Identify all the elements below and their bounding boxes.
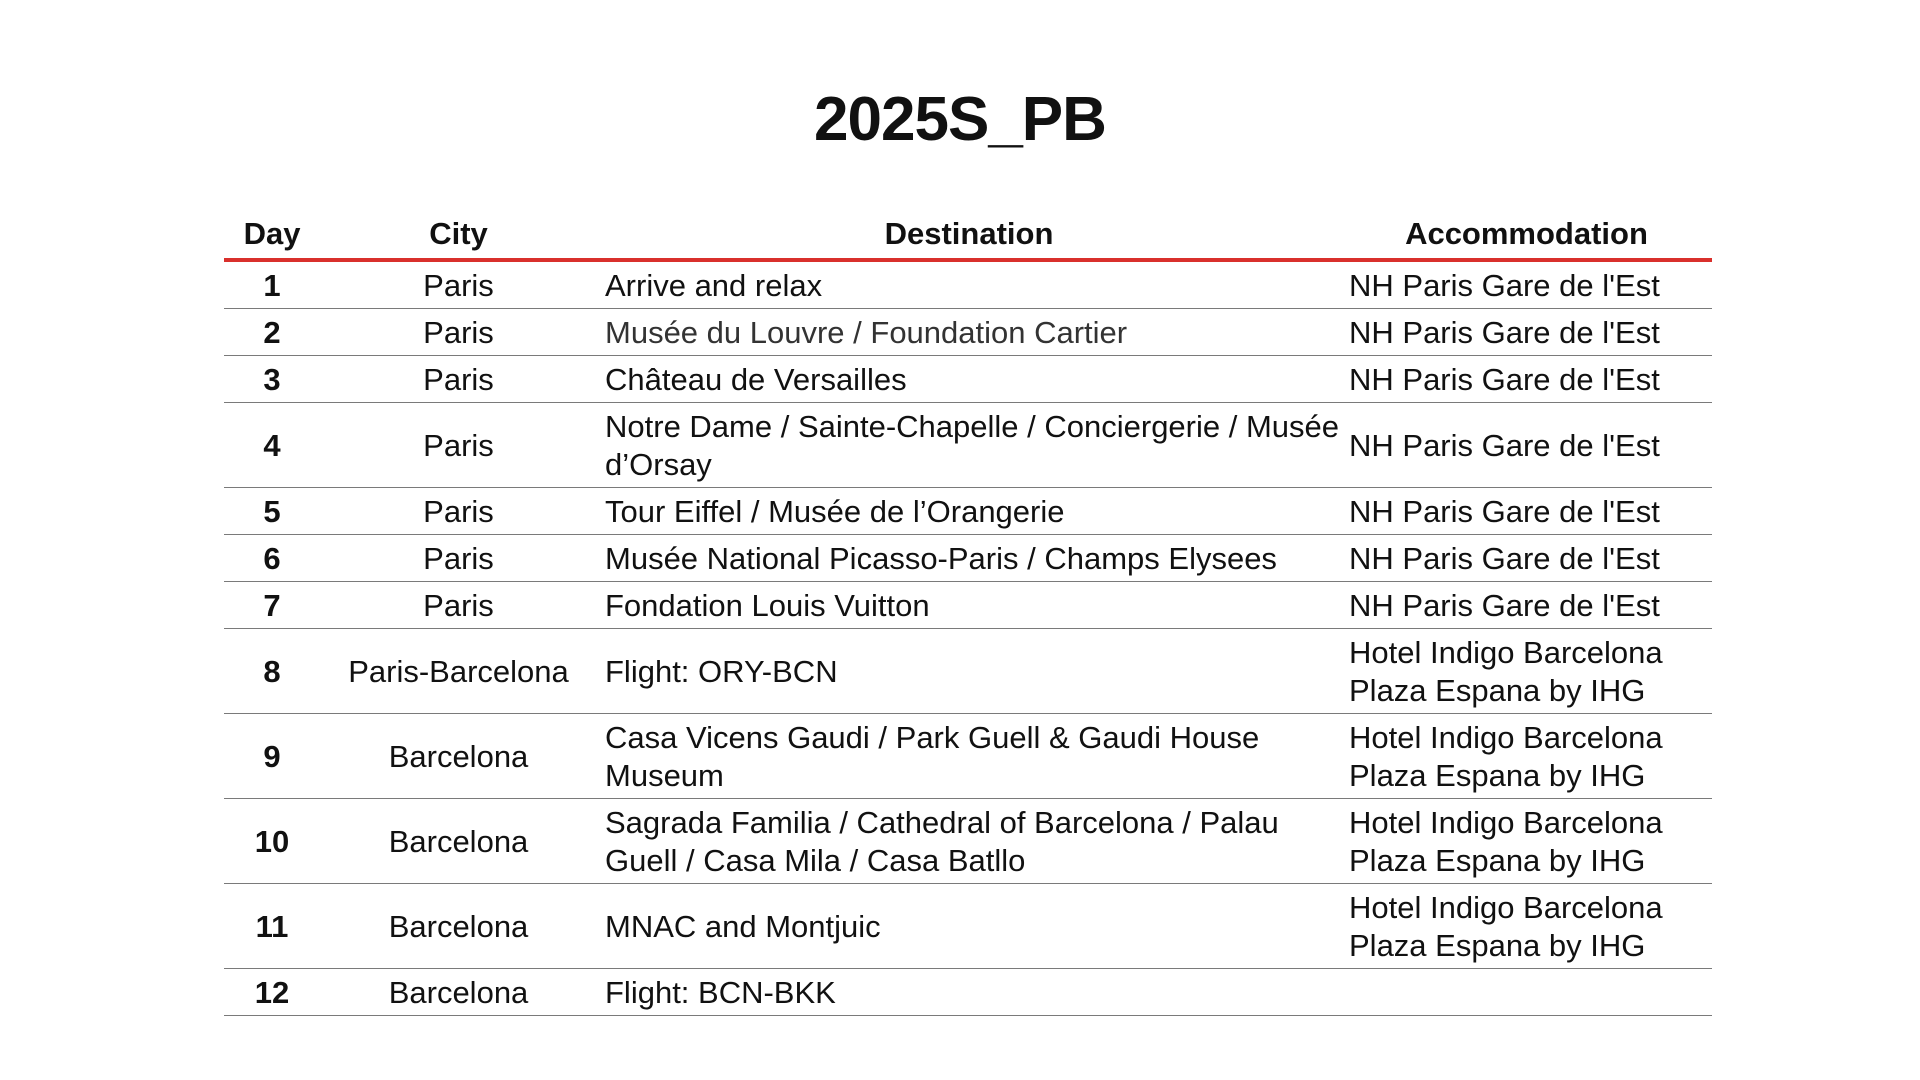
day-cell: 3 [224, 356, 320, 403]
city-cell: Paris [320, 309, 597, 356]
table-header-row [224, 206, 1712, 260]
table-row [224, 799, 1712, 884]
table-row [224, 535, 1712, 582]
destination-cell: Tour Eiffel / Musée de l’Orangerie [597, 488, 1341, 535]
accommodation-cell: Hotel Indigo Barcelona Plaza Espana by IHG [1341, 884, 1712, 969]
table-row [224, 309, 1712, 356]
column-header-accommodation: Accommodation [1341, 206, 1712, 260]
column-header-city: City [320, 206, 597, 260]
city-cell: Barcelona [320, 714, 597, 799]
destination-cell: MNAC and Montjuic [597, 884, 1341, 969]
day-cell: 5 [224, 488, 320, 535]
destination-cell: Notre Dame / Sainte-Chapelle / Conciergerie / Musée d’Orsay [597, 403, 1341, 488]
destination-cell: Château de Versailles [597, 356, 1341, 403]
destination-cell: Musée du Louvre / Foundation Cartier [597, 309, 1341, 356]
accommodation-cell: NH Paris Gare de l'Est [1341, 260, 1712, 309]
table-row [224, 260, 1712, 309]
table-row [224, 969, 1712, 1016]
table-row [224, 403, 1712, 488]
day-cell: 7 [224, 582, 320, 629]
day-cell: 6 [224, 535, 320, 582]
city-cell: Paris [320, 582, 597, 629]
accommodation-cell: Hotel Indigo Barcelona Plaza Espana by IHG [1341, 714, 1712, 799]
destination-cell: Fondation Louis Vuitton [597, 582, 1341, 629]
itinerary-table [224, 206, 1712, 1016]
accommodation-cell: NH Paris Gare de l'Est [1341, 488, 1712, 535]
accommodation-cell: NH Paris Gare de l'Est [1341, 403, 1712, 488]
destination-cell: Arrive and relax [597, 260, 1341, 309]
city-cell: Paris [320, 356, 597, 403]
destination-cell: Flight: BCN-BKK [597, 969, 1341, 1016]
destination-cell: Musée National Picasso-Paris / Champs Elysees [597, 535, 1341, 582]
accommodation-cell: Hotel Indigo Barcelona Plaza Espana by IHG [1341, 799, 1712, 884]
table-row [224, 714, 1712, 799]
destination-cell: Flight: ORY-BCN [597, 629, 1341, 714]
city-cell: Barcelona [320, 884, 597, 969]
day-cell: 9 [224, 714, 320, 799]
day-cell: 11 [224, 884, 320, 969]
day-cell: 2 [224, 309, 320, 356]
day-cell: 1 [224, 260, 320, 309]
city-cell: Paris [320, 488, 597, 535]
accommodation-cell: NH Paris Gare de l'Est [1341, 356, 1712, 403]
destination-cell: Casa Vicens Gaudi / Park Guell & Gaudi House Museum [597, 714, 1341, 799]
accommodation-cell [1341, 969, 1712, 1016]
accommodation-cell: Hotel Indigo Barcelona Plaza Espana by IHG [1341, 629, 1712, 714]
table-row [224, 582, 1712, 629]
column-header-day: Day [224, 206, 320, 260]
table-row [224, 884, 1712, 969]
city-cell: Paris-Barcelona [320, 629, 597, 714]
city-cell: Barcelona [320, 799, 597, 884]
day-cell: 12 [224, 969, 320, 1016]
column-header-destination: Destination [597, 206, 1341, 260]
accommodation-cell: NH Paris Gare de l'Est [1341, 582, 1712, 629]
accommodation-cell: NH Paris Gare de l'Est [1341, 535, 1712, 582]
page-title: 2025S_PB [814, 85, 1106, 154]
city-cell: Paris [320, 535, 597, 582]
day-cell: 4 [224, 403, 320, 488]
city-cell: Paris [320, 403, 597, 488]
city-cell: Barcelona [320, 969, 597, 1016]
table-row [224, 356, 1712, 403]
table-row [224, 488, 1712, 535]
destination-cell: Sagrada Familia / Cathedral of Barcelona / Palau Guell / Casa Mila / Casa Batllo [597, 799, 1341, 884]
city-cell: Paris [320, 260, 597, 309]
day-cell: 8 [224, 629, 320, 714]
accommodation-cell: NH Paris Gare de l'Est [1341, 309, 1712, 356]
table-row [224, 629, 1712, 714]
day-cell: 10 [224, 799, 320, 884]
